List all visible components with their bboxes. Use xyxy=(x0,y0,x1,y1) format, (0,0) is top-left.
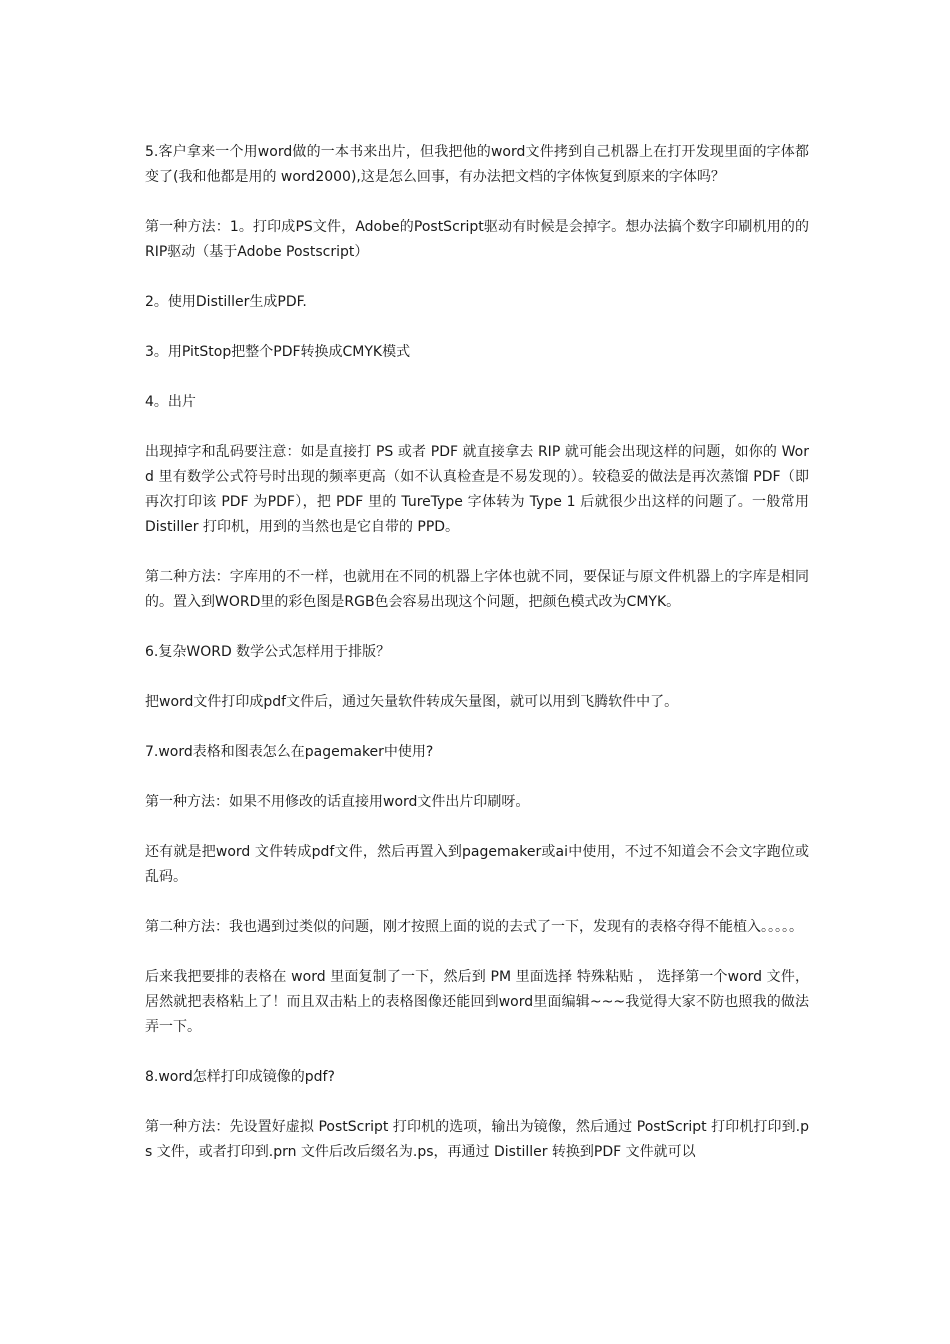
answer-7-alternative-paragraph: 还有就是把word 文件转成pdf文件，然后再置入到pagemaker或ai中使用，不过不知道会不会文字跑位或乱码。 xyxy=(145,844,809,885)
answer-7-followup-paragraph: 后来我把要排的表格在 word 里面复制了一下，然后到 PM 里面选择 特殊粘贴 ， 选择第一个word 文件，居然就把表格粘上了！而且双击粘上的表格图像还能回到word里面编辑~~~我觉得大家不防也照我的做法弄一下。 xyxy=(145,969,809,1035)
notice-paragraph: 出现掉字和乱码要注意：如是直接打 PS 或者 PDF 就直接拿去 RIP 就可能会出现这样的问题，如你的 Word 里有数学公式符号时出现的频率更高（如不认真检查是不易发现的）。较稳妥的做法是再次蒸馏 PDF（即再次打印该 PDF 为PDF），把 PDF 里的 TureType 字体转为 Type 1 后就很少出这样的问题了。一般常用 Distiller 打印机，用到的当然也是它自带的 PPD。 xyxy=(145,444,809,535)
question-5-paragraph: 5.客户拿来一个用word做的一本书来出片，但我把他的word文件拷到自己机器上在打开发现里面的字体都变了(我和他都是用的 word2000),这是怎么回事，有办法把文档的字体恢复到原来的字体吗？ xyxy=(145,144,809,185)
method-2-paragraph: 第二种方法：字库用的不一样，也就用在不同的机器上字体也就不同，要保证与原文件机器上的字库是相同的。置入到WORD里的彩色图是RGB色会容易出现这个问题，把颜色模式改为CMYK。 xyxy=(145,569,809,610)
method-1-step-4-paragraph: 4。出片 xyxy=(145,394,196,410)
method-1-step-3-paragraph: 3。用PitStop把整个PDF转换成CMYK模式 xyxy=(145,344,411,360)
answer-8-method-1-paragraph: 第一种方法：先设置好虚拟 PostScript 打印机的选项，输出为镜像，然后通过 PostScript 打印机打印到.ps 文件，或者打印到.prn 文件后改后缀名为.ps，再通过 Distiller 转换到PDF 文件就可以 xyxy=(145,1119,809,1160)
answer-7-method-2-paragraph: 第二种方法：我也遇到过类似的问题，刚才按照上面的说的去式了一下，发现有的表格夺得不能植入。。。。。 xyxy=(145,919,803,935)
question-7-paragraph: 7.word表格和图表怎么在pagemaker中使用? xyxy=(145,744,434,760)
question-8-paragraph: 8.word怎样打印成镜像的pdf? xyxy=(145,1069,335,1085)
document-page xyxy=(145,140,809,1190)
method-1-step-1-paragraph: 第一种方法：1。打印成PS文件，Adobe的PostScript驱动有时候是会掉字。想办法搞个数字印刷机用的的RIP驱动（基于Adobe Postscript） xyxy=(145,219,809,260)
answer-6-paragraph: 把word文件打印成pdf文件后，通过矢量软件转成矢量图，就可以用到飞腾软件中了。 xyxy=(145,694,679,710)
question-6-paragraph: 6.复杂WORD 数学公式怎样用于排版？ xyxy=(145,644,391,660)
answer-7-method-1-paragraph: 第一种方法：如果不用修改的话直接用word文件出片印刷呀。 xyxy=(145,794,530,810)
method-1-step-2-paragraph: 2。使用Distiller生成PDF. xyxy=(145,294,307,310)
